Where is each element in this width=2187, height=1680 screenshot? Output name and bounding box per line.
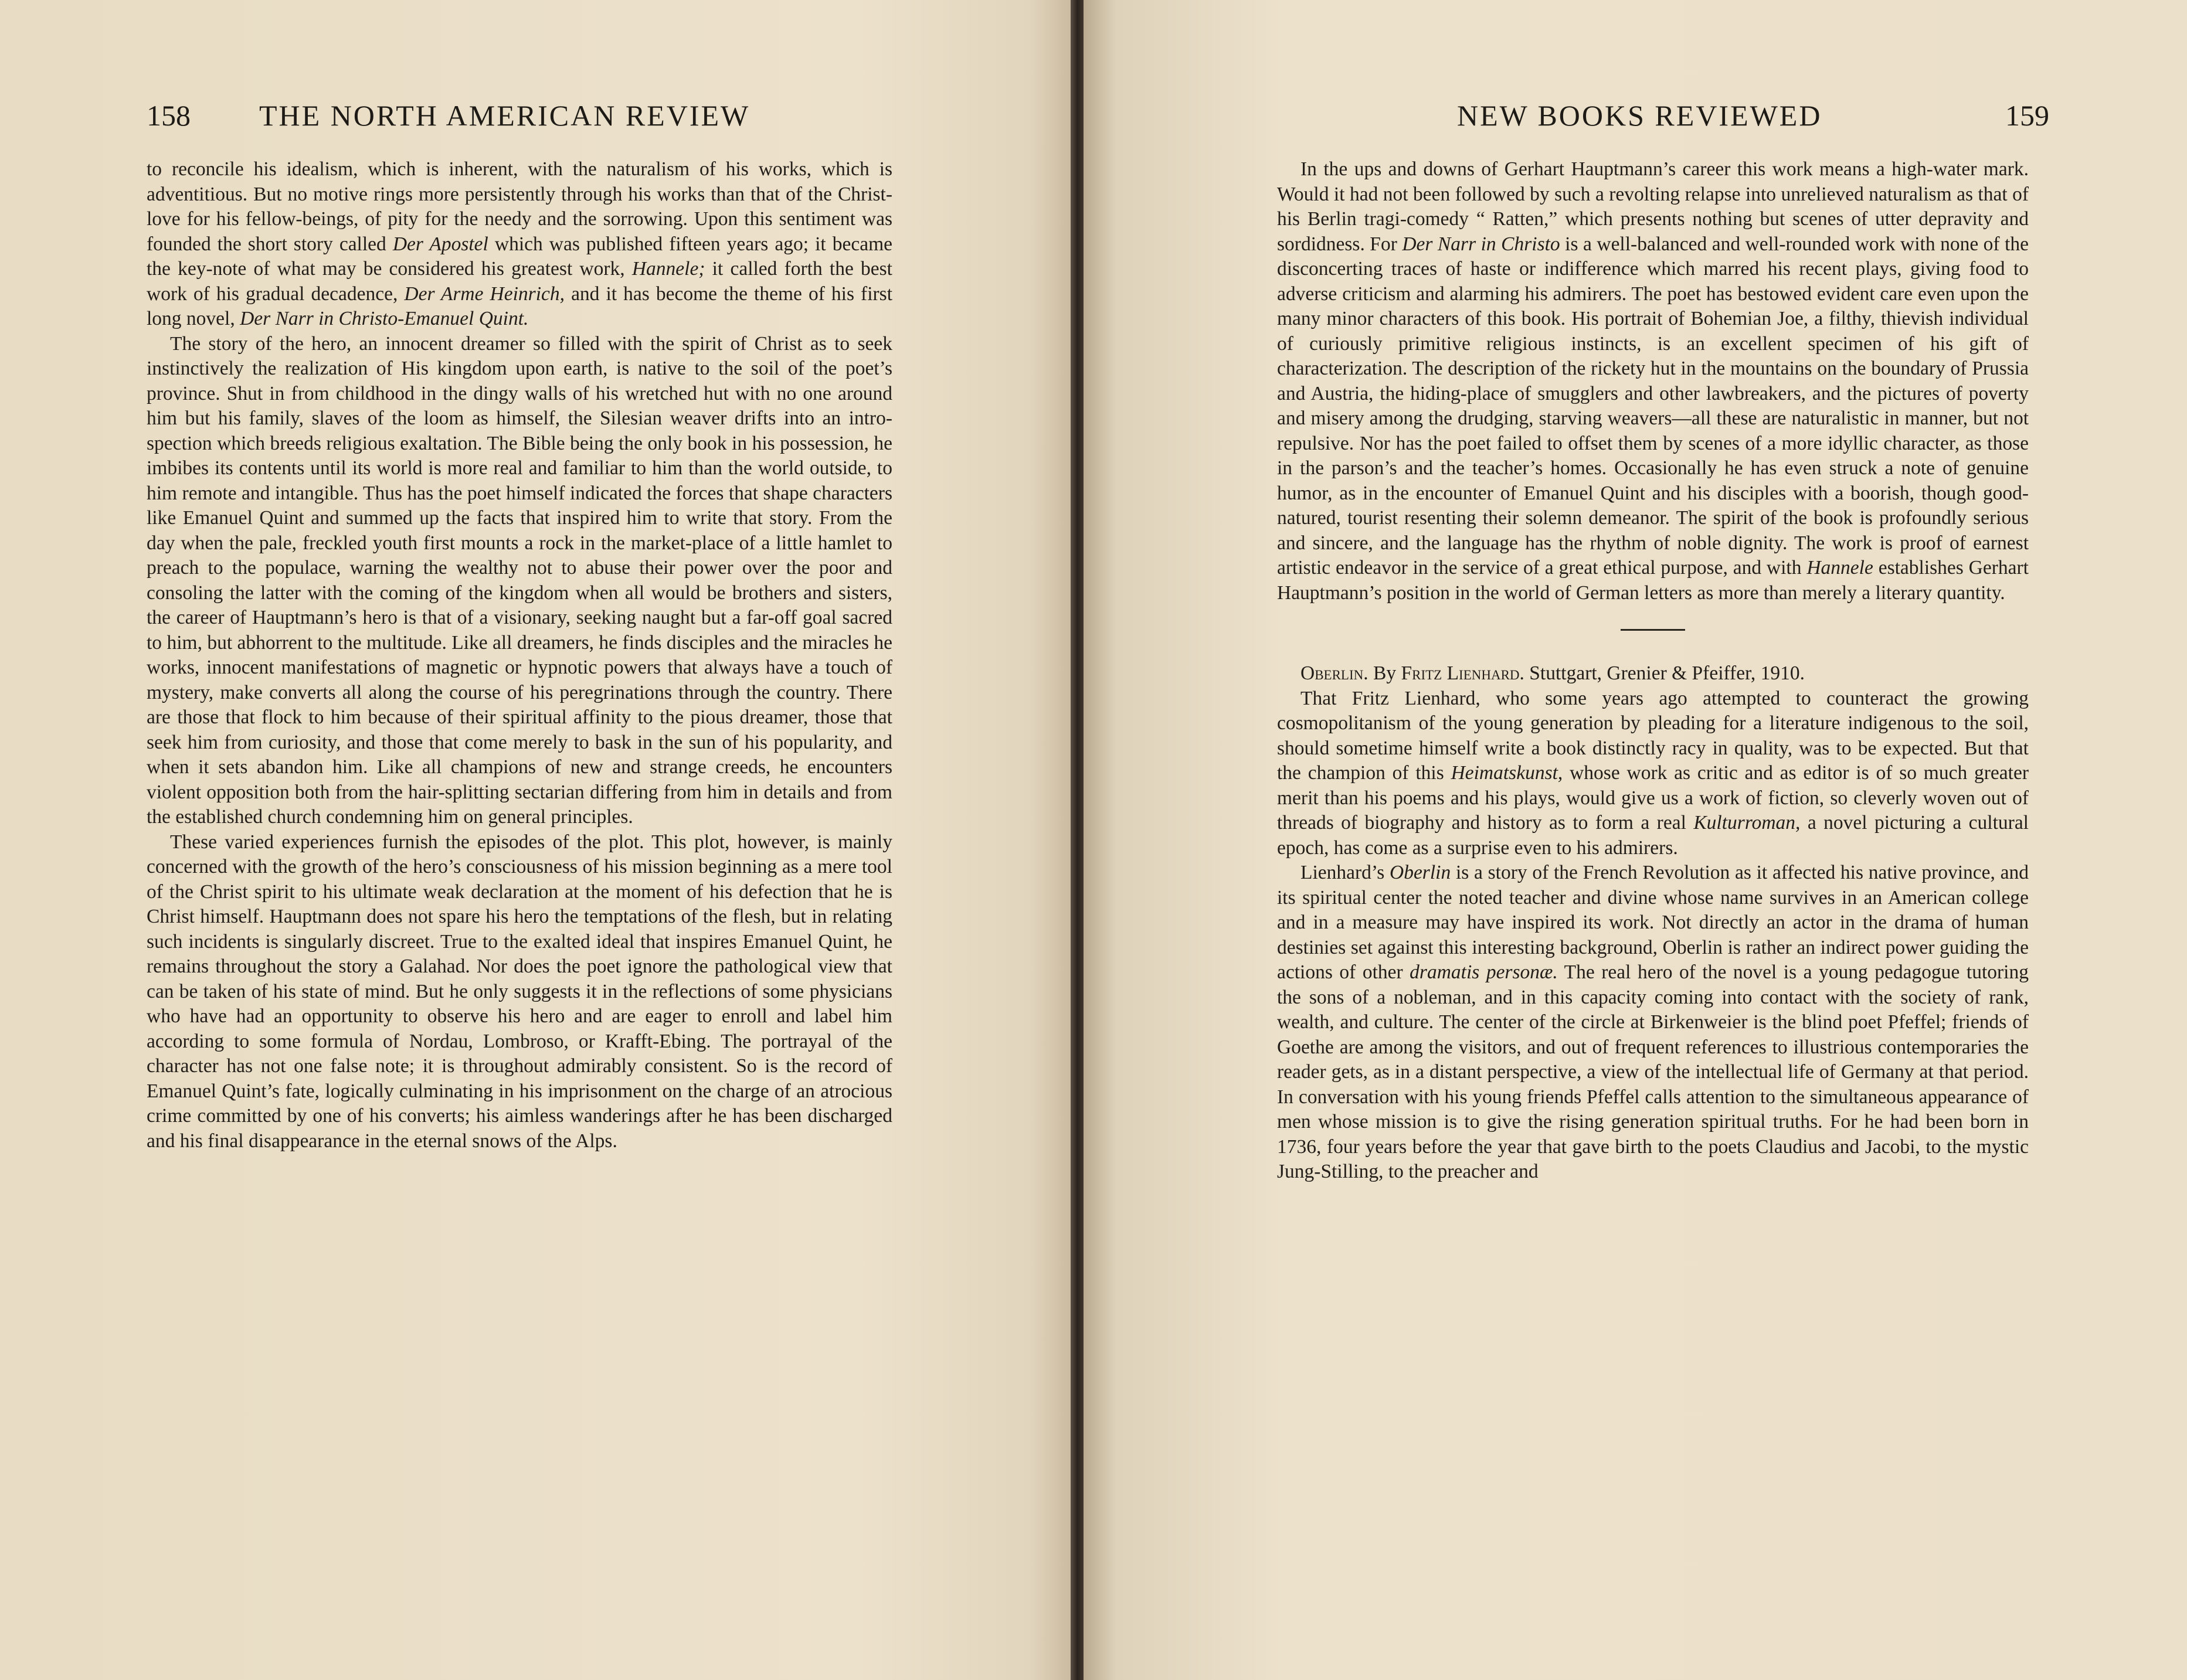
italic-title-text: Der Narr in Christo	[1402, 233, 1560, 255]
paragraph-text: The real hero of the novel is a young pedagogue tutoring the sons of a nobleman, and in this capacity coming into contact with the society of rank, wealth, and culture. The center of the circle at Birkenweier is the blind poet Pfeffel; friends of Goethe are among the visitors, and out of frequent references to illustrious contemporaries the reader gets, as in a distant perspective, a view of the intellectual life of Germany at that period. In conversation with his young friends Pfeffel calls attention to the simultaneous appearance of men whose mission is to give the rising generation spiritual truths. For he had been born in 1736, four years before the year that gave birth to the poets Claudius and Jacobi, to the mystic Jung-Stilling, to the preacher and	[1277, 961, 2029, 1182]
paragraph	[147, 830, 892, 1154]
review-body	[1277, 686, 2029, 1185]
italic-title-text: Der Apostel	[392, 233, 488, 255]
left-text-column	[147, 157, 892, 1154]
paragraph-text: which was published fifteen years ago; it became the key-note of what may be considered his greatest work,	[147, 233, 892, 280]
review-continuation	[1277, 157, 2029, 606]
paragraph-text: to reconcile his idealism, which is inherent, with the naturalism of his works, which is adventitious. But no motive rings more persistently through his works than that of the Christ-love for his fellow-beings, of pity for the needy and the sorrowing. Upon this sentiment was founded the short story called	[147, 158, 892, 255]
by-label: By	[1373, 662, 1397, 684]
italic-title-text: Der Arme Heinrich,	[404, 283, 565, 305]
running-head: THE NORTH AMERICAN REVIEW	[259, 99, 750, 132]
italic-title-text: Hannele;	[631, 258, 705, 280]
page-number: 158	[147, 99, 191, 132]
paragraph-text: and it has become the theme of his first long novel,	[147, 283, 893, 329]
italic-title-text: Kulturroman,	[1693, 812, 1801, 834]
right-text-column	[1277, 157, 2029, 1185]
paragraph	[147, 332, 892, 830]
italic-title-text: Hannele	[1806, 557, 1873, 579]
left-page	[0, 0, 1073, 1680]
book-author: Fritz Lienhard.	[1401, 662, 1524, 684]
italic-title-text: dramatis personæ.	[1410, 961, 1558, 983]
paragraph-text: In the ups and downs of Gerhart Hauptmann’s career this work means a high-water mark. Would it had not been followed by such a revolting relapse into unrelieved naturalism as that of his Berlin tragi-comedy “ Ratten,” which presents nothing but scenes of utter depravity and sordidness. For	[1277, 158, 2029, 255]
right-page	[1084, 0, 2187, 1680]
paragraph-text: The story of the hero, an innocent dreamer so filled with the spirit of Christ as to seek instinctively the realization of His kingdom upon earth, is native to the soil of the poet’s province. Shut in from childhood in the dingy walls of his wretched hut with no one around him but his family, slaves of the loom as himself, the Silesian weaver drifts into an introspection which breeds religious exaltation. The Bible being the only book in his possession, he imbibes its contents until its world is more real and familiar to him than the world outside, to him remote and intangible. Thus has the poet himself indicated the forces that shape characters like Emanuel Quint and summed up the facts that inspired him to write that story. From the day when the pale, freckled youth first mounts a rock in the market-place of a little hamlet to preach to the populace, warning the wealthy not to abuse their power over the poor and consoling the latter with the coming of the kingdom when all would be brothers and sisters, the career of Hauptmann’s hero is that of a visionary, seeking naught but a far-off goal sacred to him, but abhorrent to the multitude. Like all dreamers, he finds disciples and the miracles he works, innocent manifestations of magnetic or hypnotic powers that always have a touch of mystery, make converts all along the course of his peregrinations through the country. There are those that flock to him because of their spiritual affinity to the pious dreamer, those that seek him from curiosity, and those that come merely to bask in the sun of his popularity, and when it sets abandon him. Like all champions of new and strange creeds, he encounters violent opposition both from the hair-splitting sectarian differing from him in details and from the established church condemning him on general principles.	[147, 332, 892, 828]
review-entry-heading	[1277, 661, 2029, 686]
paragraph-text: That Fritz Lienhard, who some years ago attempted to counteract the growing cosmopolitanism of the young generation by pleading for a literature indigenous to the soil, should sometime himself write a book distinctly racy in quality, was to be expected. But that the champion of this	[1277, 687, 2029, 784]
italic-title-text: Oberlin	[1390, 862, 1451, 883]
paragraph	[1277, 686, 2029, 861]
paragraph-text: is a story of the French Revolution as it affected his native province, and its spiritual center the noted teacher and divine whose name survives in an American college and in a measure may have inspired its work. Not directly an actor in the drama of human destinies set against this interesting background, Oberlin is rather an indirect power guiding the actions of other	[1277, 862, 2029, 983]
paragraph-text: establishes Gerhart Hauptmann’s position in the world of German letters as more than merely a literary quantity.	[1277, 557, 2029, 604]
paragraph-text: Lienhard’s	[1300, 862, 1390, 883]
paragraph	[1277, 861, 2029, 1185]
paragraph-text: whose work as critic and as editor is of so much greater merit than his poems and his plays, would give us a work of fiction, so cleverly woven out of threads of biography and history as to form a real	[1277, 762, 2029, 834]
italic-title-text: Der Narr in Christo-Emanuel Quint.	[240, 308, 529, 329]
paragraph-text: a novel picturing a cultural epoch, has come as a surprise even to his admirers.	[1277, 812, 2029, 859]
paragraph-text: These varied experiences furnish the episodes of the plot. This plot, however, is mainly concerned with the growth of the hero’s consciousness of his mission beginning as a mere tool of the Christ spirit to his ultimate weak declaration at the moment of his defection that he is Christ himself. Hauptmann does not spare his hero the temptations of the flesh, but in relating such incidents is singularly discreet. True to the exalted ideal that inspires Emanuel Quint, he remains throughout the story a Galahad. Nor does the poet ignore the pathological view that can be taken of his state of mind. But he only suggests it in the reflections of some physicians who have had an opportunity to observe his hero and are eager to enroll and label him according to some formula of Nordau, Lombroso, or Krafft-Ebing. The portrayal of the character has not one false note; it is throughout admirably consistent. So is the record of Emanuel Quint’s fate, logically culminating in his imprisonment on the charge of an atrocious crime committed by one of his converts; his aimless wanderings after he has been discharged and his final disappearance in the eternal snows of the Alps.	[147, 831, 892, 1152]
paragraph	[1277, 157, 2029, 606]
book-imprint: Stuttgart, Grenier & Pfeiffer, 1910.	[1529, 662, 1805, 684]
paragraph	[147, 157, 892, 332]
section-divider	[1621, 629, 1685, 631]
book-title: Oberlin.	[1300, 662, 1368, 684]
page-number: 159	[2005, 99, 2049, 132]
italic-title-text: Heimatskunst,	[1451, 762, 1563, 784]
paragraph-text: is a well-balanced and well-rounded work with none of the disconcerting traces of haste or indifference which marred his recent plays, giving food to adverse criticism and alarming his admirers. The poet has bestowed evident care even upon the many minor characters of this book. His portrait of Bohemian Joe, a filthy, thievish individual of curiously primitive religious instincts, is an excellent specimen of his gift of characterization. The description of the rickety hut in the mountains on the boundary of Prussia and Austria, the hiding-place of smugglers and other lawbreakers, and the pictures of poverty and misery among the drudging, starving weavers—all these are naturalistic in manner, but not repulsive. Nor has the poet failed to offset them by scenes of a more idyllic character, as those in the parson’s and the teacher’s homes. Occasionally he has even struck a note of genuine humor, as in the encounter of Emanuel Quint and his disciples with a boorish, though good-natured, tourist resenting their solemn demeanor. The spirit of the book is profoundly serious and sincere, and the language has the rhythm of noble dignity. The work is proof of earnest artistic endeavor in the service of a great ethical purpose, and with	[1277, 233, 2029, 579]
paragraph-text: it called forth the best work of his gradual decadence,	[147, 258, 892, 305]
running-head: NEW BOOKS REVIEWED	[1457, 99, 1822, 132]
